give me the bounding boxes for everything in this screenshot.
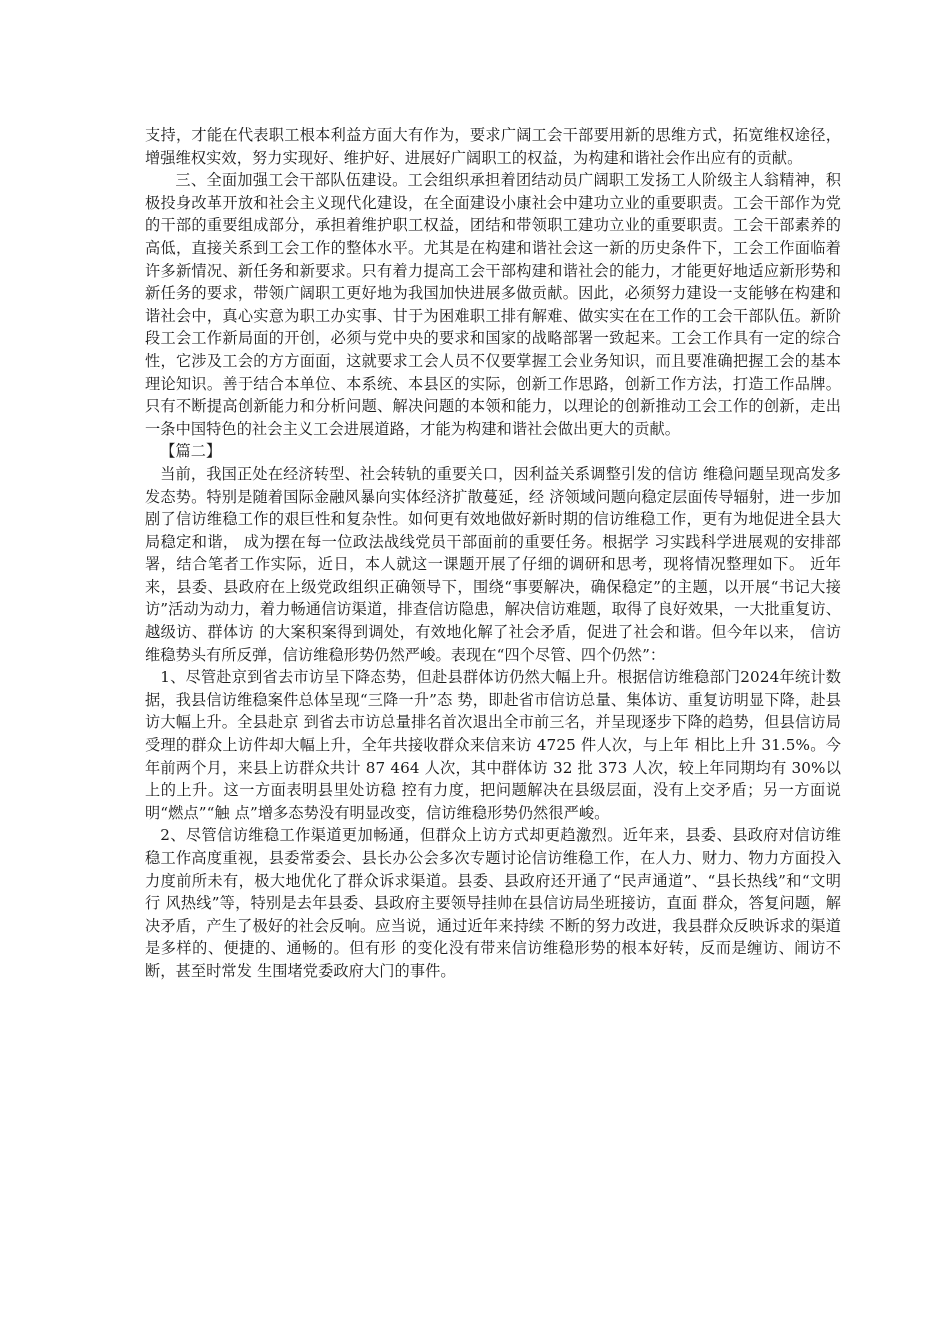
paragraph-point-two: 2、尽管信访维稳工作渠道更加畅通，但群众上访方式却更趋激烈。近年来，县委、县政府对信访维稳工作高度重视，县委常委会、县长办公会多次专题讨论信访维稳工作，在人力、财力、物力方面投入力度前所未有，极大地优化了群众诉求渠道。县委、县政府还开通了“民声通道”、“县长热线”和“文明行 风热线”等，特别是去年县委、县政府主要领导挂帅在县信访局坐班接访，直面 群众，答复问题，解决矛盾，产生了极好的社会反响。应当说，通过近年来持续 不断的努力改进，我县群众反映诉求的渠道是多样的、便捷的、通畅的。但有形 的变化没有带来信访维稳形势的根本好转，反而是缠访、闹访不断，甚至时常发 生围堵党委政府大门的事件。 xyxy=(145,826,841,980)
paragraph-current-situation: 当前，我国正处在经济转型、社会转轨的重要关口，因利益关系调整引发的信访 维稳问题呈现高发多发态势。特别是随着国际金融风暴向实体经济扩散蔓延，经 济领域问题向稳定层面传导辐射，进一步加剧了信访维稳工作的艰巨性和复杂性。如何更有效地做好新时期的信访维稳工作，更有为地促进全县大局稳定和谐， 成为摆在每一位政法战线党员干部面前的重要任务。根据学 习实践科学进展观的安排部署，结合笔者工作实际，近日，本人就这一课题开展了仔细的调研和思考，现将情况整理如下。 近年来，县委、县政府在上级党政组织正确领导下，围绕“事要解决，确保稳定”的主题，以开展“书记大接访”活动为动力，着力畅通信访渠道，排查信访隐患，解决信访难题，取得了良好效果，一大批重复访、越级访、群体访 的大案积案得到调处，有效地化解了社会矛盾，促进了社会和谐。但今年以来， 信访维稳势头有所反弹，信访维稳形势仍然严峻。表现在“四个尽管、四个仍然”： xyxy=(145,464,841,664)
paragraph-support-conclusion: 支持，才能在代表职工根本利益方面大有作为，要求广阔工会干部要用新的思维方式，拓宽维权途径，增强维权实效，努力实现好、维护好、进展好广阔职工的权益，为构建和谐社会作出应有的贡献。 xyxy=(145,126,841,167)
paragraph-point-one: 1、尽管赴京到省去市访呈下降态势，但赴县群体访仍然大幅上升。根据信访维稳部门2024年统计数据，我县信访维稳案件总体呈现“三降一升”态 势，即赴省市信访总量、集体访、重复访明显下降，赴县访大幅上升。全县赴京 到省去市访总量排名首次退出全市前三名，并呈现逐步下降的趋势，但县信访局 受理的群众上访件却大幅上升，全年共接收群众来信来访 4725 件人次，与上年 相比上升 31.5%。今年前两个月，来县上访群众共计 87 464 人次，其中群体访 32 批 373 人次，较上年同期均有 30%以上的上升。这一方面表明县里处访稳 控有力度，把问题解决在县级层面，没有上交矛盾；另一方面说明“燃点”“触 点”增多态势没有明显改变，信访维稳形势仍然很严峻。 xyxy=(145,668,841,822)
section-heading-part-two: 【篇二】 xyxy=(160,442,222,461)
paragraph-section-three: 三、全面加强工会干部队伍建设。工会组织承担着团结动员广阔职工发扬工人阶级主人翁精神，积极投身改革开放和社会主义现代化建设，在全面建设小康社会中建功立业的重要职责。工会干部作为党的干部的重要组成部分，承担着维护职工权益，团结和带领职工建功立业的重要职责。工会干部素养的高低，直接关系到工会工作的整体水平。尤其是在构建和谐社会这一新的历史条件下，工会工作面临着许多新情况、新任务和新要求。只有着力提高工会干部构建和谐社会的能力，才能更好地适应新形势和新任务的要求，带领广阔职工更好地为我国加快进展多做贡献。因此，必须努力建设一支能够在构建和谐社会中，真心实意为职工办实事、甘于为困难职工排有解难、做实实在在工作的工会干部队伍。新阶段工会工作新局面的开创，必须与党中央的要求和国家的战略部署一致起来。工会工作具有一定的综合性，它涉及工会的方方面面，这就要求工会人员不仅要掌握工会业务知识，而且要准确把握工会的基本理论知识。善于结合本单位、本系统、本县区的实际，创新工作思路，创新工作方法，打造工作品牌。只有不断提高创新能力和分析问题、解决问题的本领和能力，以理论的创新推动工会工作的创新，走出一条中国特色的社会主义工会进展道路，才能为构建和谐社会做出更大的贡献。 xyxy=(145,171,841,438)
document-body xyxy=(145,124,841,983)
